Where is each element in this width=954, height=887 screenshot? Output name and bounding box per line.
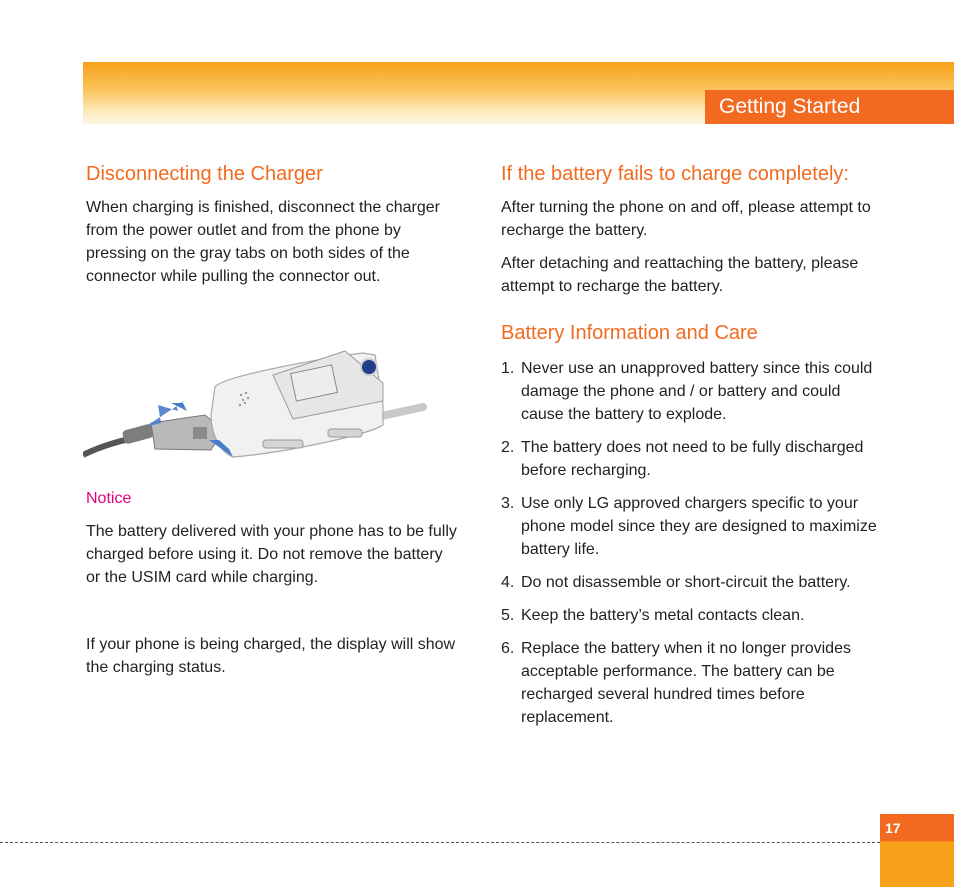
charge-failure-step-1: After turning the phone on and off, please attempt to recharge the battery. xyxy=(501,199,871,239)
charge-failure-step-2: After detaching and reattaching the battery, please attempt to recharge the battery. xyxy=(501,255,859,295)
right-column xyxy=(501,160,881,739)
list-item: 2. The battery does not need to be fully discharged before recharging. xyxy=(501,439,864,479)
disconnect-heading: Disconnecting the Charger xyxy=(86,163,323,185)
battery-care-heading: Battery Information and Care xyxy=(501,322,758,344)
section-title: Getting Started xyxy=(705,90,954,124)
battery-care-list xyxy=(501,357,881,729)
notice-text: The battery delivered with your phone has to be fully charged before using it. Do not remove the battery or the USIM card while charging. xyxy=(86,523,457,586)
charge-failure-heading: If the battery fails to charge completely: xyxy=(501,163,849,185)
page-number: 17 xyxy=(885,820,901,836)
charging-status-text: If your phone is being charged, the display will show the charging status. xyxy=(86,636,456,676)
list-item: 1. Never use an unapproved battery since this could damage the phone and / or battery and could cause the battery to explode. xyxy=(501,360,873,423)
list-item: 6. Replace the battery when it no longer provides acceptable performance. The battery can be recharged several hundred times before replacement. xyxy=(501,640,851,726)
list-item: 3. Use only LG approved chargers specific to your phone model since they are designed to maximize battery life. xyxy=(501,495,877,558)
list-item: 4. Do not disassemble or short-circuit the battery. xyxy=(501,574,851,591)
disconnect-instructions: When charging is finished, disconnect the charger from the power outlet and from the phone by pressing on the gray tabs on both sides of the connector while pulling the connector out. xyxy=(86,199,440,285)
phone-charger-illustration xyxy=(83,345,433,465)
list-item: 5. Keep the battery’s metal contacts clean. xyxy=(501,607,805,624)
footer-divider xyxy=(0,842,880,843)
notice-label: Notice xyxy=(86,490,132,507)
